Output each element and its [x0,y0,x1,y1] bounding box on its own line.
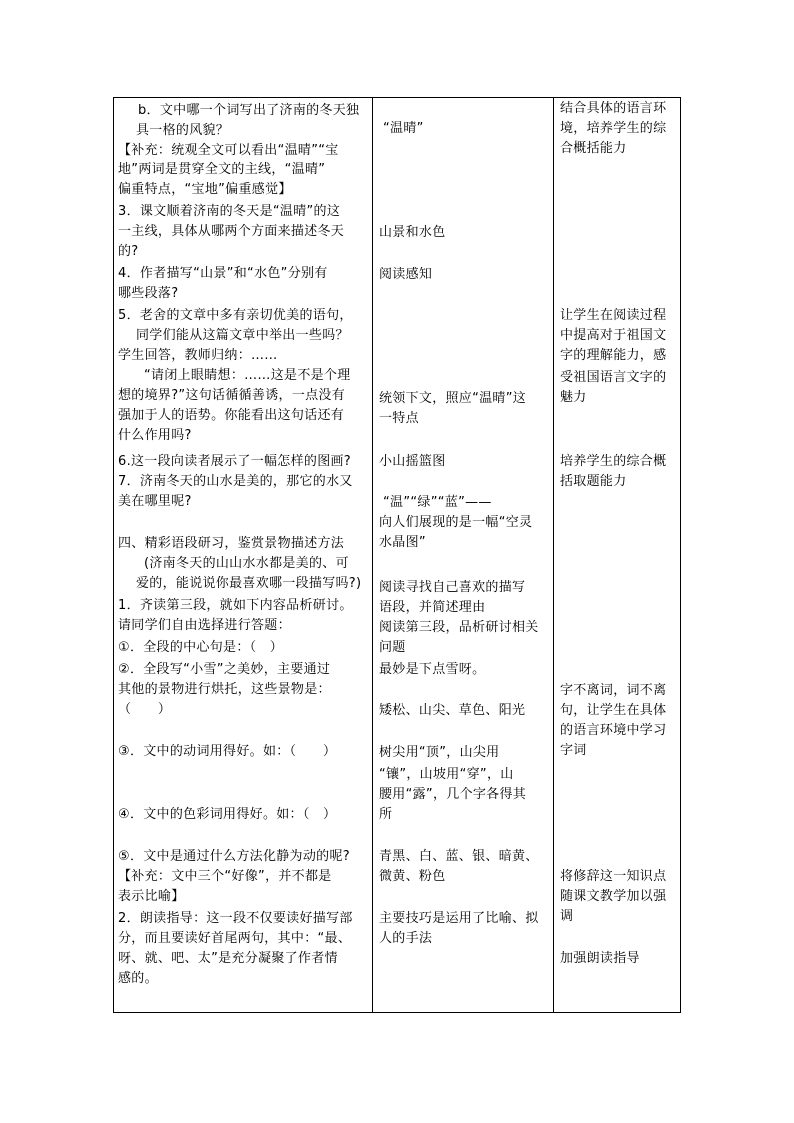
lesson-plan-table [113,97,681,1013]
text-line: 境，培养学生的综 [560,121,667,136]
text-line: 矮松、山尖、草色、阳光 [379,703,526,718]
text-line: 魅力 [560,390,587,405]
text-line: 阅读寻找自己喜欢的描写 [379,580,526,595]
text-line: 水晶图” [379,535,426,550]
text-line: 树尖用“顶”，山尖用 [379,745,500,760]
text-line: 的语言环境中学习 [560,723,667,738]
text-line: 表示比喻】 [118,889,185,904]
text-line: 培养学生的综合概 [560,454,667,469]
text-line: ③．文中的动词用得好。如：（ ） [118,744,337,759]
text-line: 其他的景物进行烘托，这些景物是： [118,682,331,697]
text-line: 山景和水色 [379,225,446,240]
text-line: 2．朗读指导：这一段不仅要读好描写部 [118,911,353,926]
text-line: 5．老舍的文章中多有亲切优美的语句， [118,308,353,323]
text-line: 爱的，能说说你最喜欢哪一段描写吗?) [136,576,362,591]
design-intent-column [554,98,680,1012]
text-line: 微黄、粉色 [379,869,446,884]
text-line: 什么作用吗? [118,428,192,443]
text-line: 调 [560,909,574,924]
text-line: 随课文教学加以强 [560,889,667,904]
text-line: 将修辞这一知识点 [560,869,667,884]
text-line: 字词 [560,743,587,758]
text-line: 强加于人的语势。你能看出这句话还有 [118,408,345,423]
text-line: “请闭上眼睛想：……这是不是个理 [144,368,351,383]
text-line: ②．全段写“小雪”之美妙，主要通过 [118,662,331,677]
text-line: “温晴” [383,121,424,136]
text-line: 7．济南冬天的山水是美的，那它的水又 [118,474,353,489]
text-line: （ ） [118,702,172,717]
text-line: 的? [118,244,139,259]
student-activity-column [373,98,554,1012]
text-line: 感的。 [118,971,158,986]
text-line: 【补充：文中三个“好像”，并不都是 [118,869,332,884]
text-line: 人的手法 [379,931,433,946]
text-line: 分，而且要读好首尾两句，其中：“最、 [118,931,352,946]
text-line: ⑤．文中是通过什么方法化静为动的呢? [118,849,350,864]
text-line: 结合具体的语言环 [560,101,667,116]
text-line: 阅读第三段，品析研讨相关 [379,620,539,635]
text-line: 【补充：统观全文可以看出“温晴”“宝 [118,143,339,158]
text-line: 具一格的风貌？ [136,123,230,138]
text-line: (济南冬天的山山水水都是美的、可 [144,556,349,571]
text-line: 呀、就、吧、太”是充分凝聚了作者情 [118,951,338,966]
text-line: 哪些段落? [118,286,179,301]
text-line: 统领下文，照应“温晴”这 [379,391,527,406]
text-line: 括取题能力 [560,474,627,489]
text-line: 字不离词，词不离 [560,683,667,698]
text-line: 主要技巧是运用了比喻、拟 [379,911,539,926]
text-line: 最妙是下点雪呀。 [379,662,486,677]
text-line: 语段，并简述理由 [379,600,486,615]
text-line: 1．齐读第三段，就如下内容品析研讨。 [118,598,353,613]
text-line: 阅读感知 [379,267,433,282]
text-line: 句，让学生在具体 [560,703,667,718]
text-line: 美在哪里呢? [118,494,192,509]
text-line: 一特点 [379,411,419,426]
text-line: 学生回答，教师归纳：…… [118,348,278,363]
text-line: “温”“绿”“蓝”—— [383,495,492,510]
text-line: 小山摇篮图 [379,454,446,469]
text-line: 让学生在阅读过程 [560,308,667,323]
text-line: 加强朗读指导 [560,951,640,966]
text-line: 受祖国语言文字的 [560,370,667,385]
text-line: ④．文中的色彩词用得好。如：（ ） [118,807,337,822]
text-line: 一主线，具体从哪两个方面来描述冬天 [118,224,345,239]
teacher-activity-column [114,98,373,1012]
text-line: 地”两词是贯穿全文的主线，“温晴” [118,162,326,177]
text-line: 合概括能力 [560,141,627,156]
text-line: b．文中哪一个词写出了济南的冬天独 [138,103,360,118]
text-line: 偏重特点，“宝地”偏重感觉】 [118,182,292,197]
text-line: 请同学们自由选择进行答题： [118,618,291,633]
text-line: 问题 [379,640,406,655]
text-line: 字的理解能力，感 [560,348,667,363]
text-line: 4．作者描写“山景”和“水色”分别有 [118,266,328,281]
text-line: 向人们展现的是一幅“空灵 [379,515,533,530]
text-line: ①．全段的中心句是：（ ） [118,640,284,655]
text-line: 青黑、白、蓝、银、暗黄、 [379,849,539,864]
text-line: 腰用“露”，几个字各得其 [379,787,527,802]
text-line: 同学们能从这篇文章中举出一些吗？ [136,328,349,343]
text-line: 3．课文顺着济南的冬天是“温晴”的这 [118,204,341,219]
text-line: 中提高对于祖国文 [560,328,667,343]
text-line: 6.这一段向读者展示了一幅怎样的图画? [118,454,352,469]
section-heading: 四、精彩语段研习，鉴赏景物描述方法 [118,536,345,551]
text-line: 想的境界?”这句话循循善诱，一点没有 [118,388,346,403]
text-line: “镶”，山坡用“穿”，山 [379,767,514,782]
text-line: 所 [379,807,393,822]
